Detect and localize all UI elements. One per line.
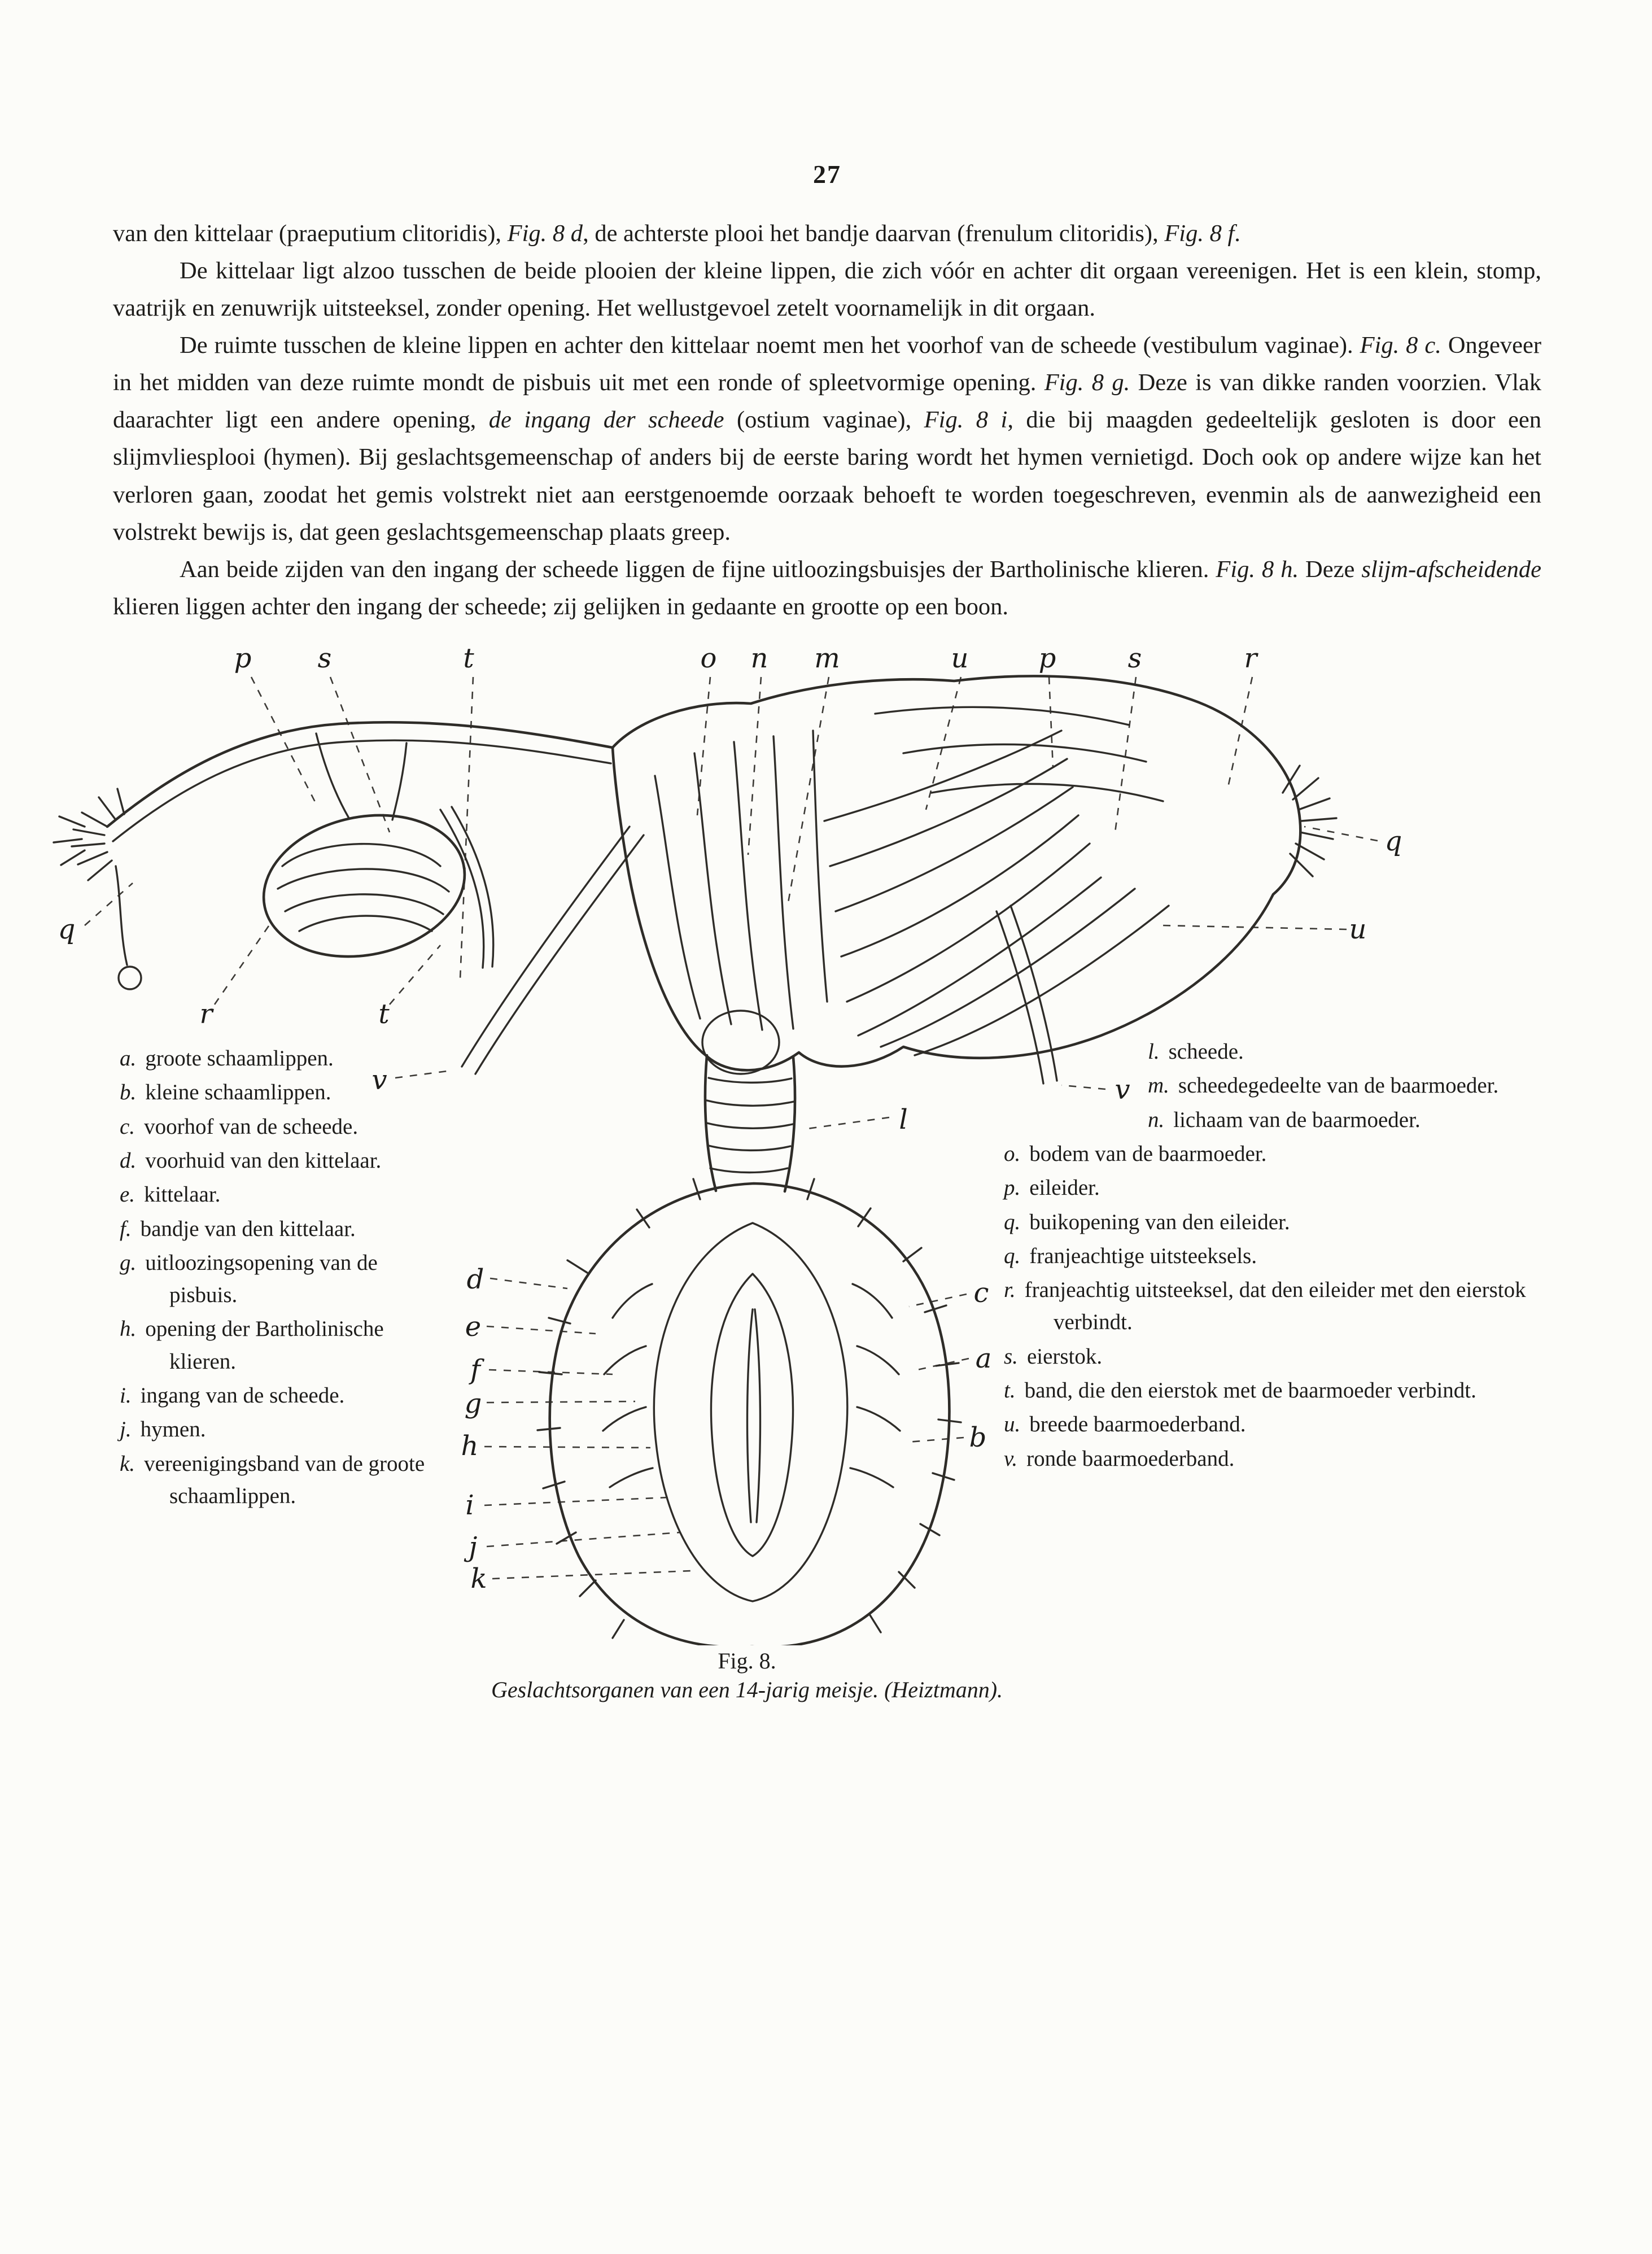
legend-item [120,1111,440,1143]
legend-item [1148,1069,1562,1102]
figure-label-e: e [465,1311,482,1343]
legend-letter: m. [1148,1073,1169,1098]
legend-item [120,1042,440,1074]
legend-text: band, die den eierstok met de baarmoeder verbindt. [1024,1378,1476,1403]
figure-8 [0,640,1652,1703]
legend-text: voorhof van de scheede. [144,1114,359,1139]
legend-item [1004,1138,1562,1170]
legend-text: buikopening van den eileider. [1029,1209,1290,1234]
figure-caption-text: Geslachtsorganen van een 14-jarig meisje. (Heiztmann). [491,1676,1003,1702]
legend-letter: q. [1004,1243,1021,1268]
legend-text: voorhuid van den kittelaar. [145,1148,382,1173]
legend-item [1004,1443,1562,1475]
legend-item [1004,1274,1562,1339]
paragraph-3: De ruimte tusschen de kleine lippen en achter den kittelaar noemt men het voorhof van de scheede (vestibulum vaginae). Fig. 8 c. Ongeveer in het midden van deze ruimte mondt de pisbuis uit met een ronde of spleetvormige opening. Fig. 8 g. Deze is van dikke randen voorzien. Vlak daarachter ligt een andere opening, de ingang der scheede (ostium vaginae), Fig. 8 i, die bij maagden gedeeltelijk gesloten is door een slijmvliesplooi (hymen). Bij geslachtsgemeenschap of anders bij de eerste baring wordt het hymen vernietigd. Doch ook op andere wijze kan het verloren gaan, zoodat het gemis volstrekt niet aan eerstgenoemde oorzaak behoeft te worden toegeschreven, evenmin als de aanwezigheid een volstrekt bewijs is, dat geen geslachtsgemeenschap plaats greep. [113,332,1542,545]
legend-text: eierstok. [1026,1344,1103,1369]
legend-letter: h. [120,1317,137,1342]
legend-left [120,1042,440,1514]
figure-label-t1: t [463,642,474,674]
legend-letter: b. [120,1080,137,1105]
legend-text: kleine schaamlippen. [145,1080,331,1105]
figure-label-u1: u [951,642,969,674]
paragraph-4: Aan beide zijden van den ingang der scheede liggen de fijne uitloozingsbuisjes der Bartholinische klieren. Fig. 8 h. Deze slijm-afscheidende klieren liggen achter den ingang der scheede; zij gelijken in gedaante en grootte op een boon. [113,556,1541,620]
legend-item [120,1076,440,1108]
legend-text: opening der Bartholinische klieren. [145,1317,384,1374]
legend-item [1004,1408,1562,1440]
legend-letter: l. [1148,1039,1160,1064]
figure-label-s2: s [1127,642,1142,674]
paragraph-2: De kittelaar ligt alzoo tusschen de beide plooien der kleine lippen, die zich vóór en achter dit orgaan vereenigen. Het is een klein, stomp, vaatrijk en zenuwrijk uitsteeksel, zonder opening. Het wellustgevoel zetelt voornamelijk in dit orgaan. [113,257,1541,322]
legend-text: vereenigingsband van de groote schaamlippen. [144,1451,425,1509]
legend-item [1004,1374,1562,1406]
legend-letter: i. [120,1383,132,1408]
legend-letter: u. [1004,1412,1021,1437]
figure-label-p2: p [1038,642,1056,674]
legend-text: eileider. [1029,1176,1100,1200]
legend-text: groote schaamlippen. [145,1046,334,1071]
legend-letter: d. [120,1148,137,1173]
figure-label-v1: v [372,1064,387,1096]
figure-label-a: a [975,1342,992,1374]
figure-label-p1: p [234,642,252,674]
legend-item [120,1213,440,1245]
figure-label-f: f [470,1353,480,1386]
legend-letter: k. [120,1451,136,1476]
figure-caption-title: Fig. 8. [718,1648,776,1674]
page-number: 27 [813,160,841,189]
legend-item [120,1448,440,1513]
legend-letter: c. [120,1114,136,1139]
legend-letter: g. [120,1250,137,1275]
legend-text: bandje van den kittelaar. [140,1216,356,1241]
legend-text: ronde baarmoederband. [1026,1446,1235,1471]
legend-letter: p. [1004,1176,1021,1200]
legend-text: breede baarmoederband. [1029,1412,1246,1437]
legend-item [120,1145,440,1177]
legend-letter: f. [120,1216,132,1241]
figure-label-h: h [461,1430,479,1462]
legend-text: uitloozingsopening van de pisbuis. [145,1250,378,1308]
legend-letter: n. [1148,1107,1165,1132]
legend-text: scheede. [1168,1039,1244,1064]
legend-item [1004,1206,1562,1238]
legend-text: lichaam van de baarmoeder. [1173,1107,1421,1132]
legend-letter: r. [1004,1278,1016,1303]
legend-letter: s. [1004,1344,1018,1369]
legend-letter: j. [120,1417,132,1442]
figure-label-q2: q [58,913,76,945]
legend-item [1004,1172,1562,1204]
figure-label-d: d [466,1263,484,1295]
figure-label-q1: q [1384,825,1402,857]
legend-item [1004,1340,1562,1373]
legend-text: ingang van de scheede. [140,1383,345,1408]
figure-label-m: m [814,642,840,674]
legend-letter: v. [1004,1446,1018,1471]
legend-letter: a. [120,1046,137,1071]
legend-item [1148,1104,1562,1136]
figure-label-b: b [969,1421,987,1453]
paragraph-1: van den kittelaar (praeputium clitoridis), Fig. 8 d, de achterste plooi het bandje daarvan (frenulum clitoridis), Fig. 8 f. [113,220,1240,247]
figure-label-j: j [469,1531,478,1563]
figure-label-s1: s [317,642,332,674]
figure-caption [0,1648,1573,1703]
legend-item [120,1247,440,1312]
figure-label-n: n [750,642,768,674]
figure-label-r1: r [1244,642,1257,674]
legend-text: franjeachtige uitsteeksels. [1029,1243,1257,1268]
legend-right [1004,1036,1562,1477]
figure-label-c: c [973,1277,989,1309]
legend-item [120,1178,440,1211]
legend-text: hymen. [140,1417,206,1442]
legend-letter: e. [120,1182,136,1207]
legend-item [120,1313,440,1378]
legend-item [1148,1036,1562,1068]
figure-label-t2: t [378,998,390,1030]
figure-label-k: k [470,1562,487,1595]
legend-text: bodem van de baarmoeder. [1029,1141,1267,1166]
figure-label-v2: v [1115,1073,1130,1106]
body-text [113,215,1541,626]
figure-label-l: l [899,1103,908,1135]
legend-text: franjeachtig uitsteeksel, dat den eileider met den eierstok verbindt. [1024,1278,1526,1335]
legend-letter: q. [1004,1209,1021,1234]
legend-text: scheedegedeelte van de baarmoeder. [1178,1073,1499,1098]
figure-label-i: i [465,1489,474,1521]
legend-item [1004,1240,1562,1272]
figure-label-u2: u [1349,913,1367,945]
figure-label-o: o [700,642,717,674]
legend-item [120,1413,440,1445]
figure-label-r2: r [199,998,213,1030]
legend-letter: t. [1004,1378,1016,1403]
legend-letter: o. [1004,1141,1021,1166]
figure-label-g: g [464,1387,482,1419]
legend-item [120,1379,440,1412]
legend-text: kittelaar. [144,1182,221,1207]
